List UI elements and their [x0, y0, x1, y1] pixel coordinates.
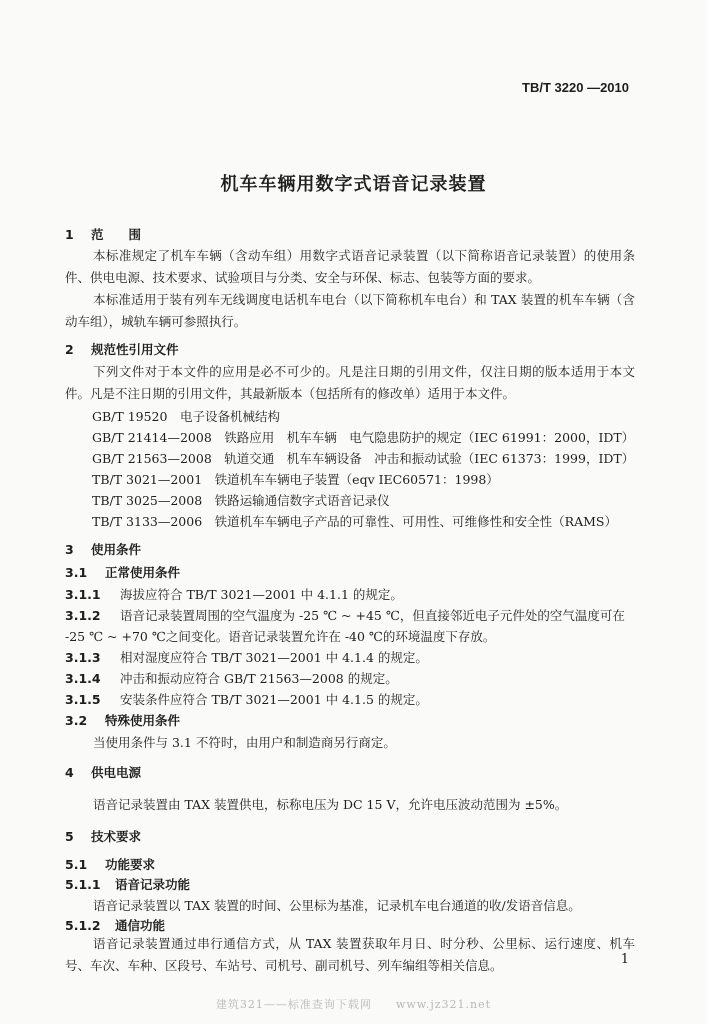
- clause-number: 3.1.3: [65, 650, 101, 665]
- subsection-3-1-heading: [65, 563, 180, 581]
- watermark-footer: 建筑321——标准查询下载网 www.jz321.net: [215, 998, 492, 1011]
- section-title: 范 围: [91, 227, 142, 242]
- clause-text: -25 ℃ ~ +70 ℃之间变化。语音记录装置允许在 -40 ℃的环境温度下存放。: [65, 629, 496, 644]
- clause-3-1-5: [65, 690, 428, 708]
- section-number: 2: [65, 342, 74, 357]
- subsection-3-2-text: 当使用条件与 3.1 不符时，由用户和制造商另行商定。: [93, 735, 396, 750]
- section-number: 5: [65, 829, 74, 844]
- subsection-5-1-heading: [65, 855, 155, 873]
- section-2-paragraph: 下列文件对于本文件的应用是必不可少的。凡是注日期的引用文件，仅注日期的版本适用于本文件。凡是不注日期的引用文件，其最新版本（包括所有的修改单）适用于本文件。: [65, 364, 635, 401]
- section-2-heading: [65, 340, 179, 358]
- section-title: 技术要求: [91, 829, 142, 844]
- section-4-text: 语音记录装置由 TAX 装置供电，标称电压为 DC 15 V，允许电压波动范围为 ±5%。: [93, 797, 568, 812]
- clause-text: 语音记录装置周围的空气温度为 -25 ℃ ~ +45 ℃，但直接邻近电子元件处的空气温度可在: [120, 608, 625, 623]
- clause-text: 冲击和振动应符合 GB/T 21563—2008 的规定。: [120, 671, 398, 686]
- page-title: 机车车辆用数字式语音记录装置: [220, 174, 487, 195]
- section-number: 1: [65, 227, 74, 242]
- reference-item: GB/T 21414—2008 铁路应用 机车车辆 电气隐患防护的规定（IEC 61991：2000，IDT）: [92, 430, 635, 445]
- section-1-paragraph-1: 本标准规定了机车车辆（含动车组）用数字式语音记录装置（以下简称语音记录装置）的使用条件、供电电源、技术要求、试验项目与分类、安全与环保、标志、包装等方面的要求。: [65, 248, 635, 285]
- subsection-title: 功能要求: [105, 857, 156, 872]
- clause-3-1-2: [65, 606, 625, 624]
- subsection-number: 5.1: [65, 857, 88, 872]
- section-5-heading: [65, 827, 141, 845]
- clause-5-1-1-heading: [65, 875, 190, 893]
- standard-number: TB/T 3220 —2010: [522, 80, 629, 95]
- section-title: 供电电源: [91, 765, 142, 780]
- reference-item: TB/T 3025—2008 铁路运输通信数字式语音记录仪: [92, 493, 390, 508]
- reference-item: GB/T 19520 电子设备机械结构: [92, 409, 280, 424]
- subsection-title: 特殊使用条件: [105, 713, 181, 728]
- clause-text: 海拔应符合 TB/T 3021—2001 中 4.1.1 的规定。: [120, 587, 403, 602]
- reference-item: TB/T 3133—2006 铁道机车车辆电子产品的可靠性、可用性、可维修性和安全性（RAMS）: [92, 514, 617, 529]
- clause-title: 通信功能: [115, 918, 166, 933]
- section-number: 3: [65, 542, 74, 557]
- subsection-number: 3.1: [65, 565, 88, 580]
- clause-5-1-2-heading: [65, 916, 165, 934]
- clause-number: 3.1.2: [65, 608, 101, 623]
- clause-3-1-3: [65, 648, 428, 666]
- reference-item: TB/T 3021—2001 铁道机车车辆电子装置（eqv IEC60571：1998）: [92, 472, 499, 487]
- subsection-number: 3.2: [65, 713, 88, 728]
- clause-number: 3.1.1: [65, 587, 101, 602]
- section-4-heading: [65, 763, 141, 781]
- reference-item: GB/T 21563—2008 轨道交通 机车车辆设备 冲击和振动试验（IEC 61373：1999，IDT）: [92, 451, 635, 466]
- clause-text: 安装条件应符合 TB/T 3021—2001 中 4.1.5 的规定。: [120, 692, 428, 707]
- section-title: 规范性引用文件: [91, 342, 179, 357]
- clause-5-1-2-text: 语音记录装置通过串行通信方式，从 TAX 装置获取年月日、时分秒、公里标、运行速度、机车号、车次、车种、区段号、车站号、司机号、副司机号、列车编组等相关信息。: [65, 936, 635, 973]
- clause-3-1-4: [65, 669, 398, 687]
- section-1-heading: [65, 225, 141, 243]
- clause-text: 相对湿度应符合 TB/T 3021—2001 中 4.1.4 的规定。: [120, 650, 428, 665]
- clause-3-1-1: [65, 585, 403, 603]
- section-title: 使用条件: [91, 542, 142, 557]
- section-1-paragraph-2: 本标准适用于装有列车无线调度电话机车电台（以下简称机车电台）和 TAX 装置的机车车辆（含动车组），城轨车辆可参照执行。: [65, 292, 635, 329]
- clause-number: 5.1.2: [65, 918, 101, 933]
- subsection-3-2-heading: [65, 711, 180, 729]
- section-3-heading: [65, 540, 141, 558]
- clause-number: 3.1.4: [65, 671, 101, 686]
- clause-number: 3.1.5: [65, 692, 101, 707]
- clause-title: 语音记录功能: [115, 877, 191, 892]
- subsection-title: 正常使用条件: [105, 565, 181, 580]
- section-number: 4: [65, 765, 74, 780]
- clause-3-1-2-continued: [65, 627, 495, 645]
- page-number: 1: [620, 952, 629, 967]
- clause-5-1-1-text: 语音记录装置以 TAX 装置的时间、公里标为基准，记录机车电台通道的收/发语音信息。: [93, 898, 581, 913]
- clause-number: 5.1.1: [65, 877, 101, 892]
